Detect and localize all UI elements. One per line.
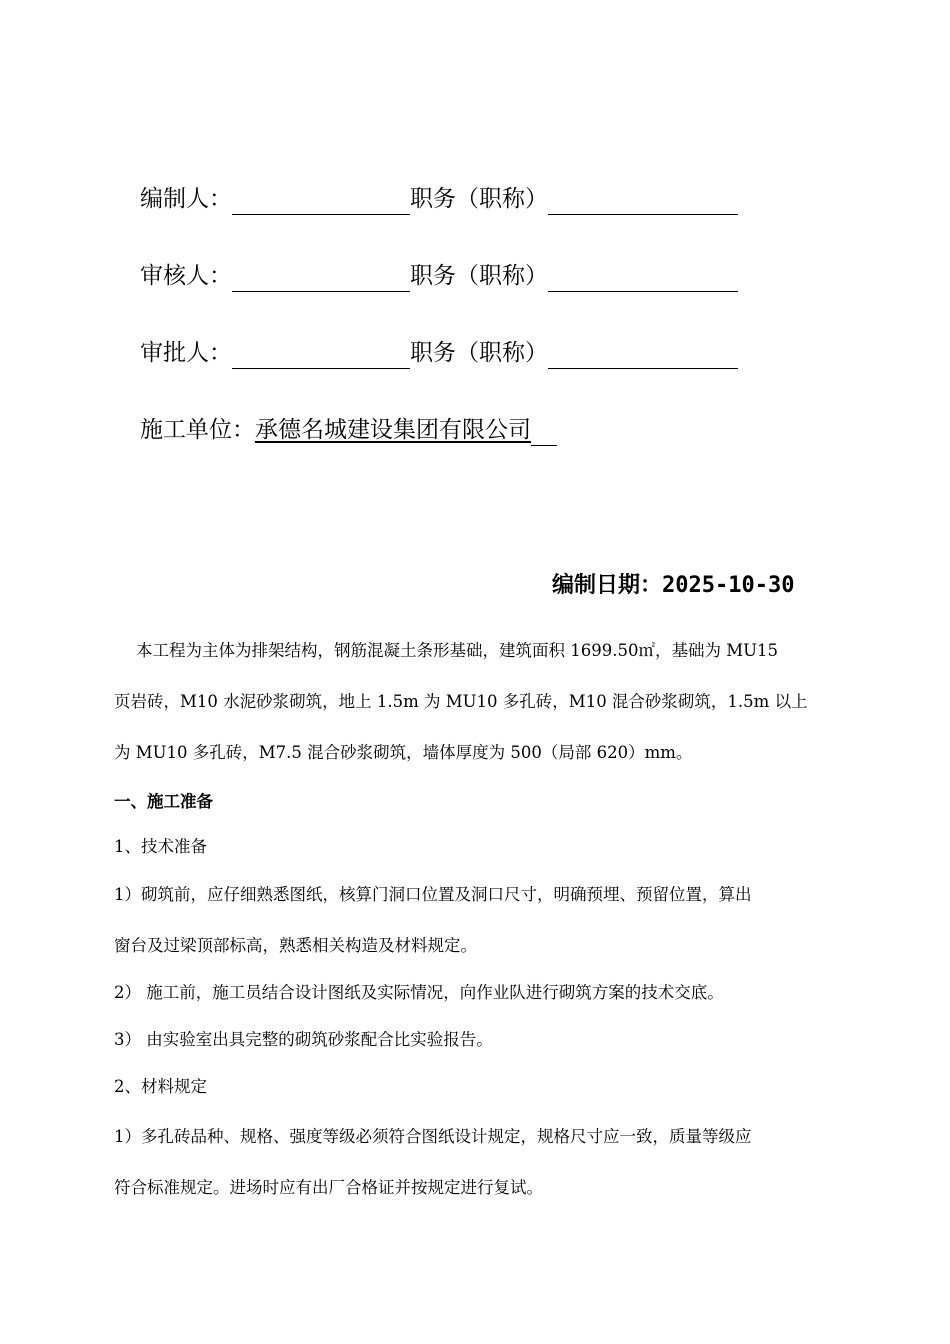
reviewer-title-blank: [548, 265, 738, 292]
intro-line-1: 本工程为主体为排架结构，钢筋混凝土条形基础，建筑面积 1699.50㎡，基础为 MU15: [136, 641, 779, 660]
reviewer-label: 审核人：: [140, 263, 232, 289]
subsection-1-title: 1、技术准备: [114, 837, 207, 856]
approver-title-blank: [548, 342, 738, 369]
intro-line-2: 页岩砖，M10 水泥砂浆砌筑，地上 1.5m 为 MU10 多孔砖，M10 混合砂浆砌筑，1.5m 以上: [114, 692, 808, 711]
material-item-1-line-1: 1）多孔砖品种、规格、强度等级必须符合图纸设计规定，规格尺寸应一致，质量等级应: [114, 1127, 752, 1146]
approver-row: [140, 337, 738, 369]
tech-item-1-line-2: 窗台及过梁顶部标高，熟悉相关构造及材料规定。: [114, 936, 477, 955]
reviewer-title-label: 职务（职称）: [410, 263, 548, 289]
reviewer-row: [140, 260, 738, 292]
material-item-1-line-2: 符合标准规定。进场时应有出厂合格证并按规定进行复试。: [114, 1178, 543, 1197]
compile-date: [552, 569, 794, 602]
approver-label: 审批人：: [140, 340, 232, 366]
reviewer-blank: [232, 265, 410, 292]
editor-label: 编制人：: [140, 186, 232, 212]
company-underline-pad: [531, 420, 557, 446]
company-label: 施工单位：: [140, 417, 255, 443]
approver-title-label: 职务（职称）: [410, 340, 548, 366]
editor-title-label: 职务（职称）: [410, 186, 548, 212]
tech-item-3: 3） 由实验室出具完整的砌筑砂浆配合比实验报告。: [114, 1030, 493, 1049]
compile-date-value: 2025-10-30: [662, 573, 795, 598]
intro-line-3: 为 MU10 多孔砖，M7.5 混合砂浆砌筑，墙体厚度为 500（局部 620）mm。: [114, 743, 693, 762]
editor-title-blank: [548, 188, 738, 215]
compile-date-label: 编制日期：: [552, 572, 663, 598]
company-name: 承德名城建设集团有限公司: [255, 417, 531, 443]
section-1-title: 一、施工准备: [114, 792, 213, 811]
company-row: [140, 414, 557, 446]
editor-row: [140, 183, 738, 215]
subsection-2-title: 2、材料规定: [114, 1077, 207, 1096]
approver-blank: [232, 342, 410, 369]
tech-item-1-line-1: 1）砌筑前，应仔细熟悉图纸，核算门洞口位置及洞口尺寸，明确预埋、预留位置，算出: [114, 885, 752, 904]
editor-blank: [232, 188, 410, 215]
tech-item-2: 2） 施工前，施工员结合设计图纸及实际情况，向作业队进行砌筑方案的技术交底。: [114, 983, 724, 1002]
